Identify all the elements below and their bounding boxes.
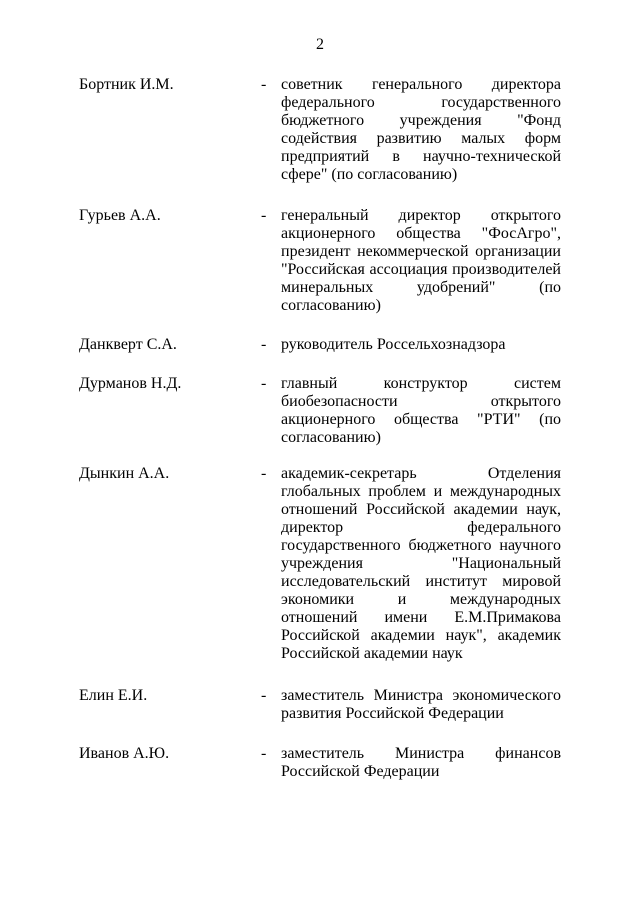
dash-separator: - xyxy=(261,76,267,93)
member-name: Гурьев А.А. xyxy=(79,207,161,224)
member-name: Иванов А.Ю. xyxy=(79,745,170,762)
role-line: генеральный директор открытого xyxy=(281,207,561,224)
role-line: руководитель Россельхознадзора xyxy=(281,336,506,353)
role-line: отношений имени Е.М.Примакова xyxy=(281,609,561,626)
dash-separator: - xyxy=(261,375,267,392)
role-line: минеральных удобрений" (по xyxy=(281,279,561,296)
role-line: бюджетного учреждения "Фонд xyxy=(281,112,561,129)
role-line: директор федерального xyxy=(281,519,561,536)
role-line: академик-секретарь Отделения xyxy=(281,465,561,482)
role-line: отношений Российской академии наук, xyxy=(281,501,561,518)
role-line: исследовательский институт мировой xyxy=(281,573,561,590)
role-line: биобезопасности открытого xyxy=(281,393,561,410)
role-line: советник генерального директора xyxy=(281,76,561,93)
role-line: заместитель Министра экономического xyxy=(281,687,561,704)
dash-separator: - xyxy=(261,207,267,224)
member-role xyxy=(281,207,561,315)
role-line: главный конструктор систем xyxy=(281,375,561,392)
role-line: федерального государственного xyxy=(281,94,561,111)
role-line: согласованию) xyxy=(281,297,381,314)
role-line: предприятий в научно-технической xyxy=(281,148,561,165)
role-line: согласованию) xyxy=(281,429,381,446)
member-role xyxy=(281,76,561,184)
member-role xyxy=(281,745,561,781)
role-line: Российской академии наук xyxy=(281,645,463,662)
role-line: содействия развитию малых форм xyxy=(281,130,561,147)
dash-separator: - xyxy=(261,687,267,704)
role-line: президент некоммерческой организации xyxy=(281,243,561,260)
role-line: акционерного общества "РТИ" (по xyxy=(281,411,561,428)
role-line: Российской Федерации xyxy=(281,763,440,780)
role-line: развития Российской Федерации xyxy=(281,705,504,722)
dash-separator: - xyxy=(261,465,267,482)
dash-separator: - xyxy=(261,745,267,762)
dash-separator: - xyxy=(261,336,267,353)
member-role xyxy=(281,465,561,663)
member-name: Дынкин А.А. xyxy=(79,465,170,482)
role-line: глобальных проблем и международных xyxy=(281,483,561,500)
role-line: акционерного общества "ФосАгро", xyxy=(281,225,561,242)
role-line: "Российская ассоциация производителей xyxy=(281,261,561,278)
member-name: Бортник И.М. xyxy=(79,76,174,93)
member-role xyxy=(281,336,561,354)
member-name: Елин Е.И. xyxy=(79,687,148,704)
page-number: 2 xyxy=(316,36,324,53)
member-name: Данкверт С.А. xyxy=(79,336,177,353)
member-role xyxy=(281,375,561,447)
member-role xyxy=(281,687,561,723)
role-line: Российской академии наук", академик xyxy=(281,627,561,644)
role-line: государственного бюджетного научного xyxy=(281,537,561,554)
role-line: учреждения "Национальный xyxy=(281,555,561,572)
role-line: заместитель Министра финансов xyxy=(281,745,561,762)
member-name: Дурманов Н.Д. xyxy=(79,375,182,392)
role-line: сфере" (по согласованию) xyxy=(281,166,458,183)
role-line: экономики и международных xyxy=(281,591,561,608)
